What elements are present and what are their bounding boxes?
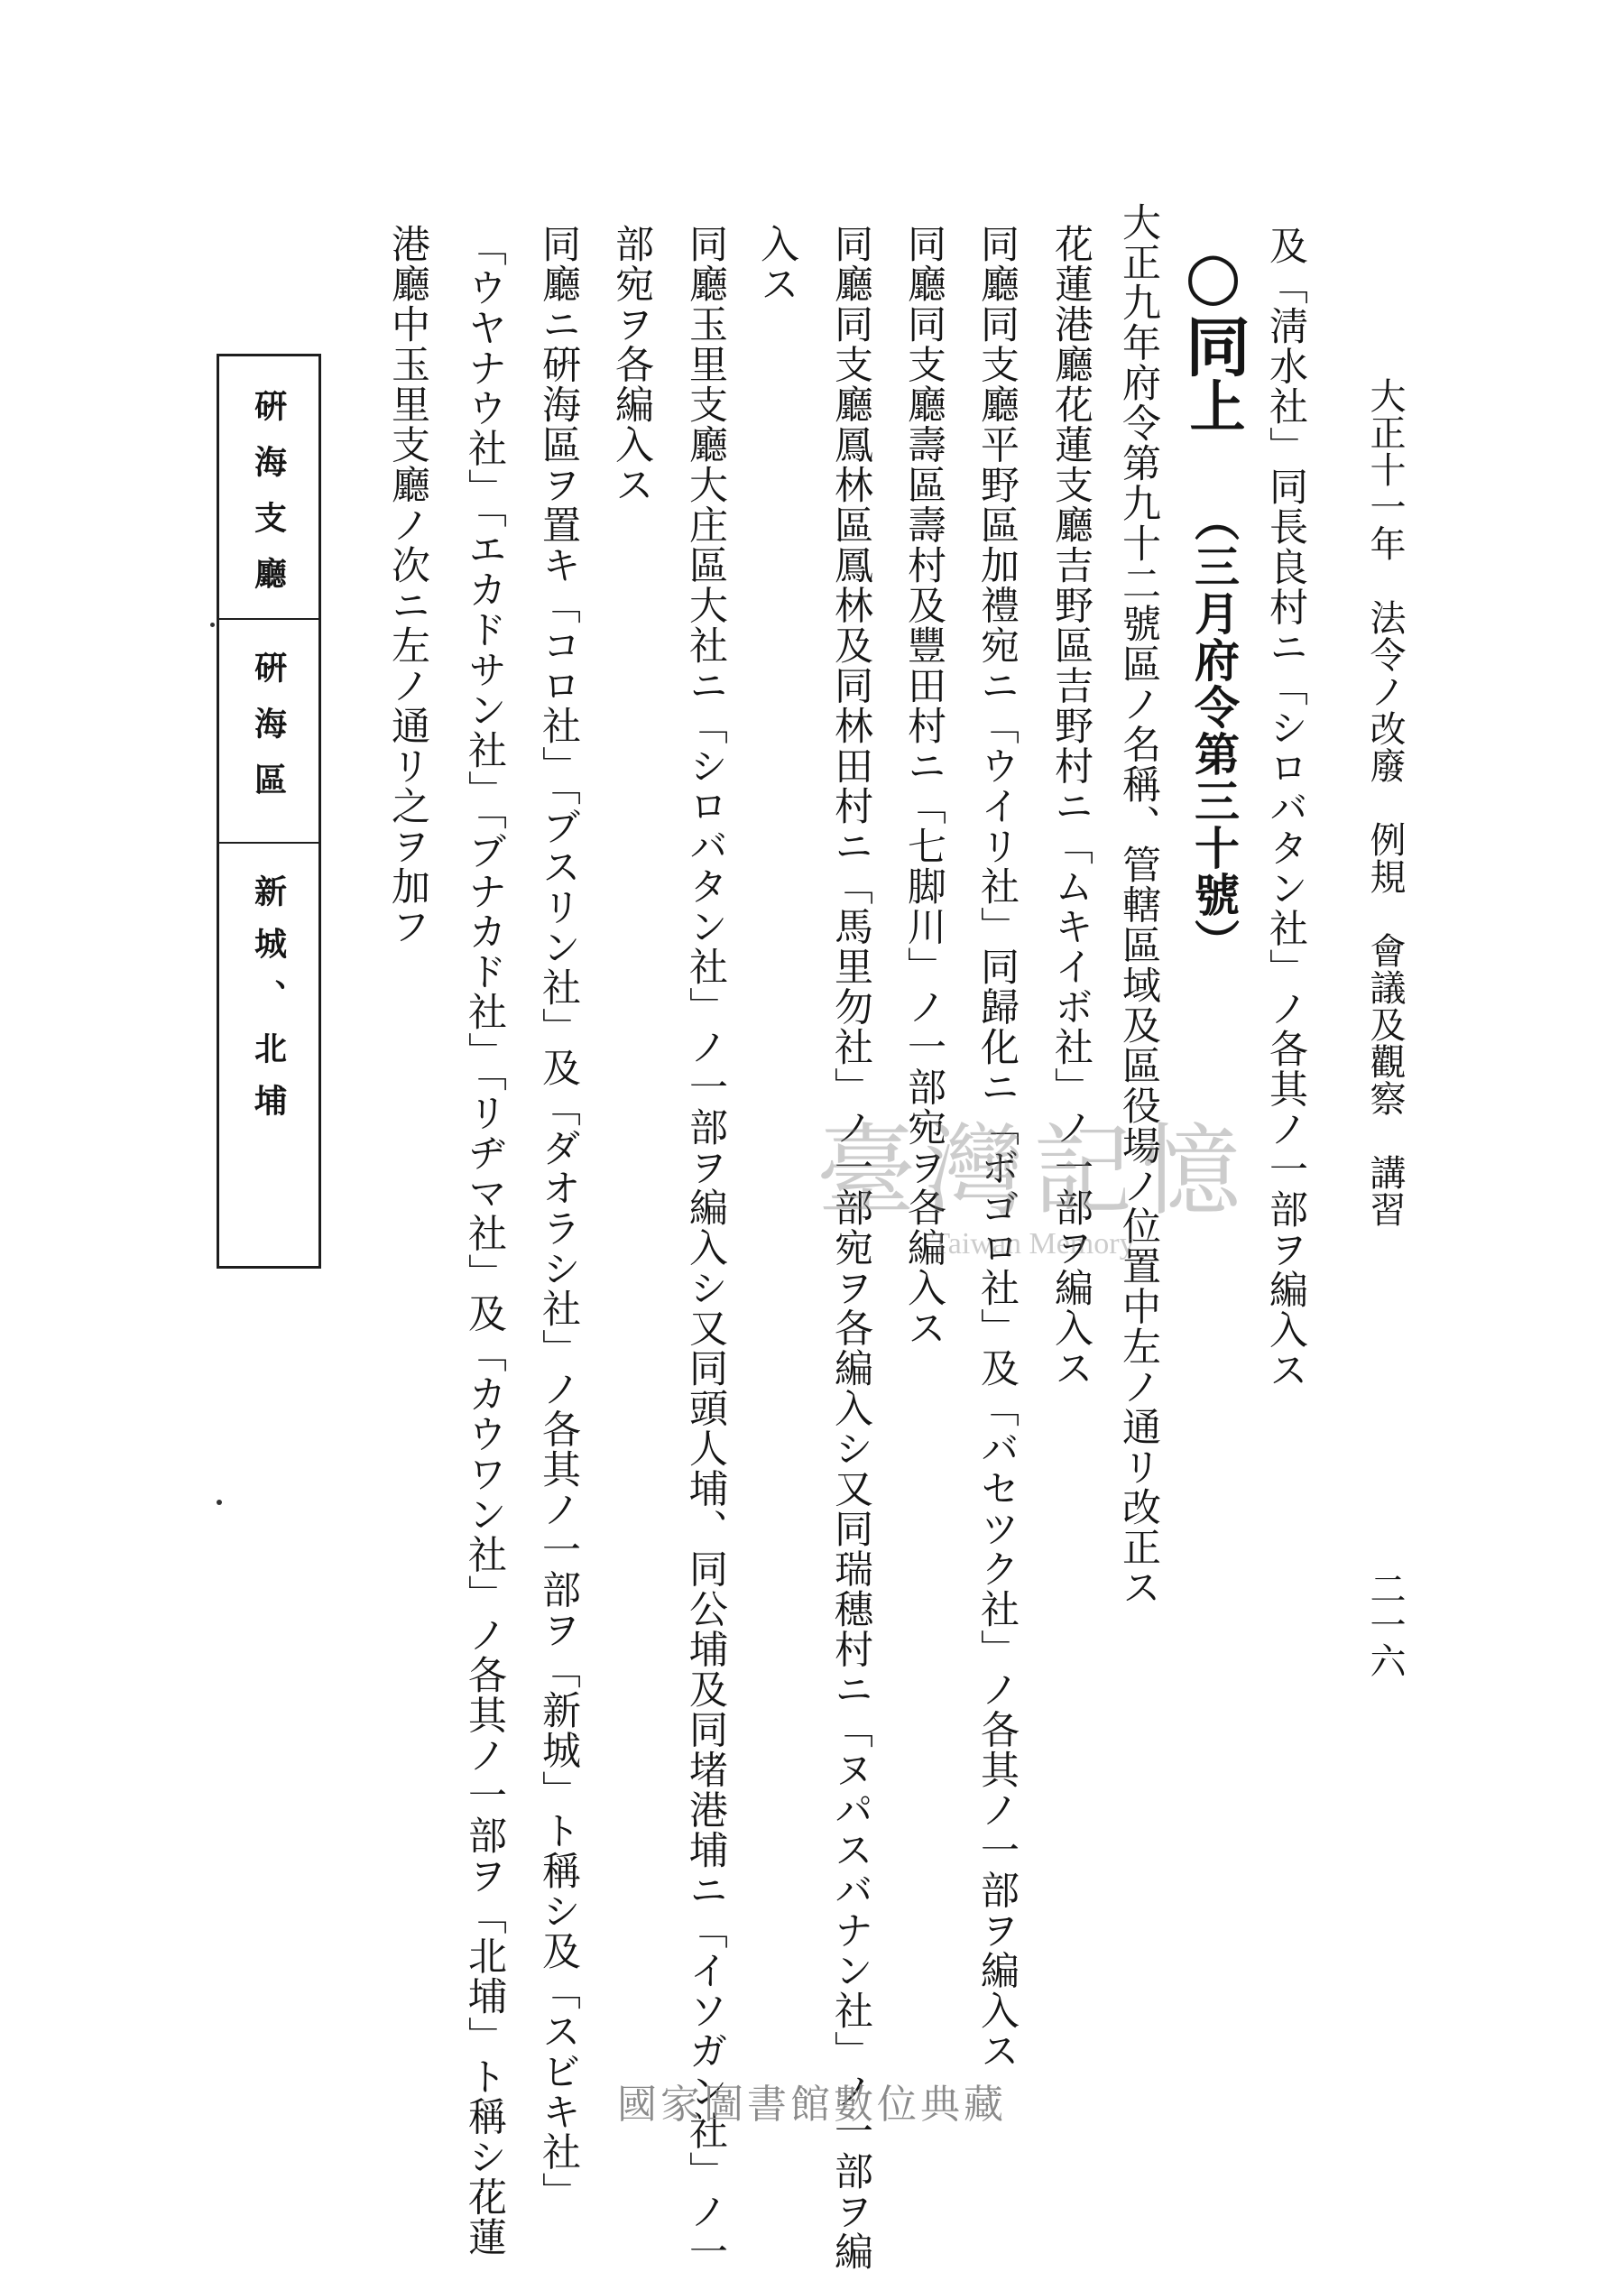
text-line-6: 同廳同支廳鳳林區鳳林及同林田村ニ「馬里勿社」ノ一部宛ヲ各編入シ又同瑞穗村ニ「ヌパスバナン社」ノ一部ヲ編	[828, 224, 873, 2272]
text-line-11: 「ウヤナウ社」「エカドサン社」「ブナカド社」「リヂマ社」及「カウワン社」ノ各其ノ一部ヲ「北埔」ト稱シ花蓮	[462, 227, 507, 2258]
page-number: 二一六	[1364, 1570, 1406, 1678]
heading-note: （三月府令第三十號）	[1187, 496, 1241, 965]
watermark-chinese: 臺灣記憶	[817, 1113, 1250, 1229]
table-branch-label: 硏海支廳	[249, 389, 288, 613]
heading-mark: ○同	[1175, 236, 1251, 378]
table-cell-district	[219, 618, 318, 844]
text-line-10: 同廳ニ硏海區ヲ置キ「コロ社」「ブスリン社」及「ダオラシ社」ノ各其ノ一部ヲ「新城」ト稱シ及「スビキ社」	[536, 224, 581, 2212]
text-line-9: 部宛ヲ各編入ス	[609, 224, 654, 505]
footer-library-name: 國家圖書館數位典藏	[617, 2082, 1007, 2128]
district-table	[217, 354, 321, 1269]
running-header: 大正十一年 法令ノ改廢 例規 會議及觀察 講習	[1364, 377, 1406, 1228]
text-line-8: 同廳玉里支廳大庄區大社ニ「シロバタン社」ノ一部ヲ編入シ又同頭人埔、同公埔及同堵港埔ニ「イソガン社」ノ一	[683, 224, 728, 2272]
table-district-label: 硏海區	[249, 651, 288, 818]
text-line-3: 花蓮港廳花蓮支廳吉野區吉野村ニ「ムキイボ社」ノ一部ヲ編入ス	[1048, 224, 1093, 1389]
scan-speck	[217, 1500, 222, 1505]
text-line-1: 及「淸水社」同長良村ニ「シロバタン社」ノ各其ノ一部ヲ編入ス	[1263, 226, 1308, 1390]
scan-speck	[210, 623, 215, 627]
table-cell-branch	[219, 356, 318, 620]
text-line-4: 同廳同支廳平野區加禮宛ニ「ウイリ社」同歸化ニ「ボゴロ社」及「バセツク社」ノ各其ノ一部ヲ編入ス	[974, 224, 1020, 2071]
heading-word: 上	[1180, 377, 1246, 433]
text-line-12: 港廳中玉里支廳ノ次ニ左ノ通リ之ヲ加フ	[385, 224, 430, 947]
text-line-5: 同廳同支廳壽區壽村及豐田村ニ「七脚川」ノ一部宛ヲ各編入ス	[901, 224, 946, 1348]
watermark-english: Taiwan Memory	[931, 1227, 1135, 1261]
table-villages-label: 新城、北埔	[249, 874, 288, 1136]
watermark-logo	[817, 1092, 1250, 1261]
table-cell-villages	[219, 842, 318, 1266]
text-line-2: 大正九年府令第九十二號區ノ名稱、管轄區域及區役場ノ位置中左ノ通リ改正ス	[1116, 202, 1161, 1608]
text-line-7: 入ス	[754, 224, 799, 304]
